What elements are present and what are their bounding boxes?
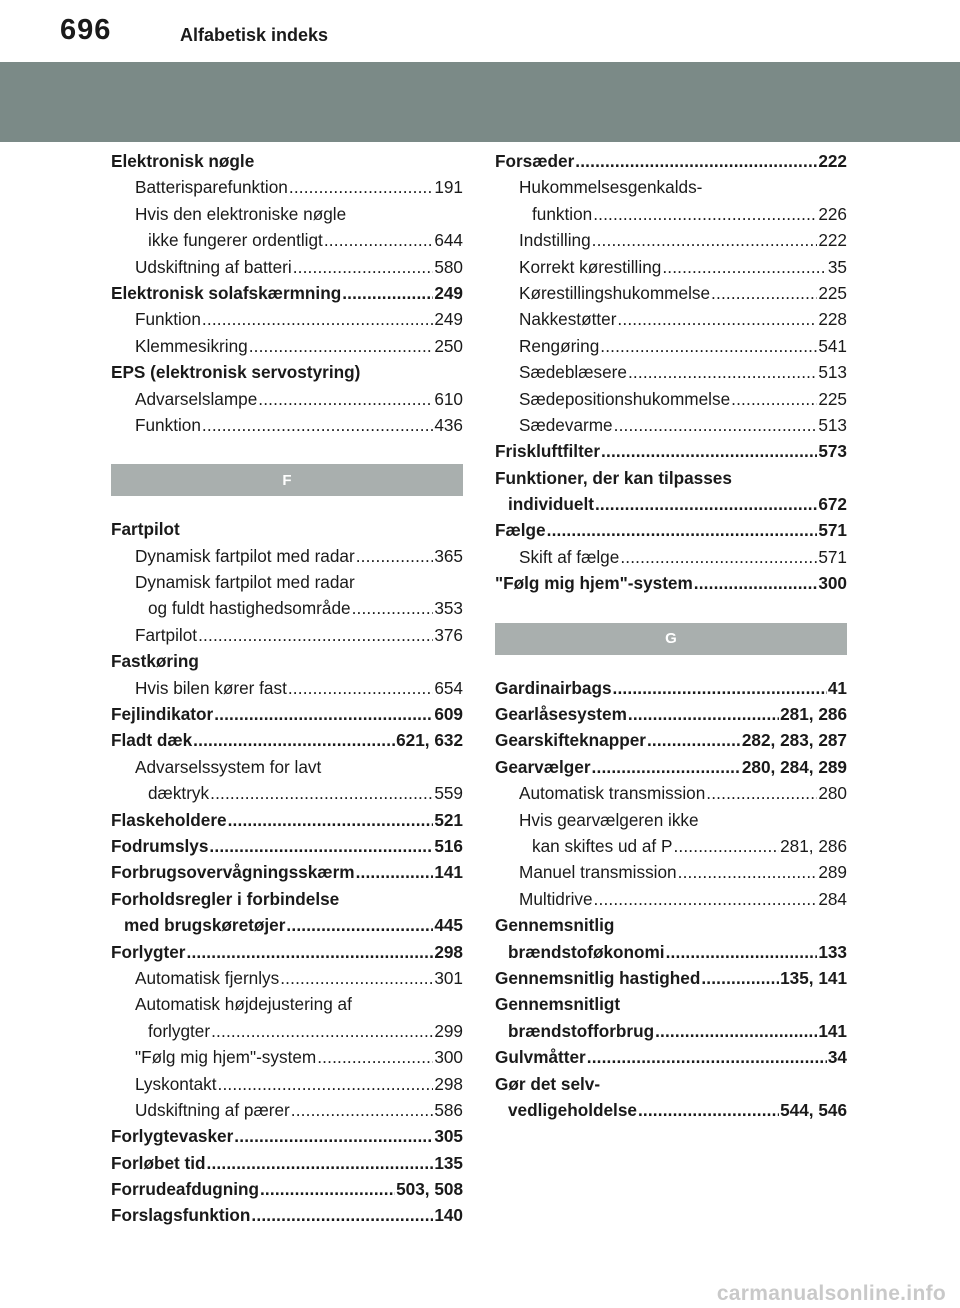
letter-heading-f: F [111, 464, 463, 496]
entry-page: 672 [818, 494, 847, 515]
entry-text: Sædeblæsere [519, 362, 627, 383]
entry-page: 281, 286 [780, 704, 847, 725]
entry-text: Forholdsregler i forbindelse [111, 888, 340, 909]
entry-text: Fladt dæk [111, 730, 193, 751]
entry-text: "Følg mig hjem"-system [135, 1047, 317, 1068]
index-entry [495, 254, 847, 280]
entry-text: Forslagsfunktion [111, 1205, 251, 1226]
index-entry [111, 912, 463, 938]
index-entry [111, 1018, 463, 1044]
entry-page: 281, 286 [780, 835, 847, 856]
index-entry [495, 1097, 847, 1123]
dot-leader [291, 1097, 434, 1123]
index-column-right [495, 148, 847, 1123]
index-entry [111, 727, 463, 753]
dot-leader [260, 1176, 395, 1202]
index-entry [495, 465, 847, 491]
dot-leader [620, 544, 817, 570]
entry-text: funktion [532, 203, 593, 224]
entry-text: Udskiftning af batteri [135, 256, 292, 277]
index-entry [111, 569, 463, 595]
dot-leader [202, 306, 433, 332]
entry-text: vedligeholdelse [508, 1099, 637, 1120]
entry-page: 280 [818, 783, 847, 804]
entry-page: 541 [818, 335, 847, 356]
entry-page: 289 [818, 862, 847, 883]
entry-page: 141 [818, 1020, 847, 1041]
dot-leader [592, 754, 741, 780]
entry-text: forlygter [148, 1020, 211, 1041]
entry-text: med brugskøretøjer [124, 915, 286, 936]
index-entry [495, 991, 847, 1017]
entry-text: Forbrugsovervågningsskærm [111, 862, 355, 883]
index-entry [111, 859, 463, 885]
index-entry [495, 359, 847, 385]
entry-page: 621, 632 [396, 730, 463, 751]
page-number: 696 [60, 14, 112, 46]
header-band [0, 62, 960, 142]
entry-text: Hukommelsesgenkalds- [519, 177, 703, 198]
index-column-left [111, 148, 463, 1229]
entry-text: Gør det selv- [495, 1073, 601, 1094]
entry-text: Forløbet tid [111, 1152, 206, 1173]
index-entry [495, 1071, 847, 1097]
entry-page: 222 [818, 151, 847, 171]
dot-leader [655, 1018, 817, 1044]
entry-page: 301 [434, 967, 463, 988]
index-entry [111, 886, 463, 912]
entry-text: EPS (elektronisk servostyring) [111, 362, 361, 383]
entry-page: 280, 284, 289 [741, 756, 847, 777]
entry-page: 41 [827, 677, 847, 698]
entry-page: 513 [818, 414, 847, 435]
entry-text: Kørestillingshukommelse [519, 282, 711, 303]
dot-leader [613, 675, 827, 701]
entry-text: Automatisk fjernlys [135, 967, 280, 988]
dot-leader [249, 333, 434, 359]
entry-page: 249 [434, 282, 463, 303]
entry-text: Gennemsnitlig hastighed [495, 967, 701, 988]
entry-text: Indstilling [519, 230, 591, 251]
entry-page: 376 [434, 624, 463, 645]
index-entry [495, 280, 847, 306]
index-entry [495, 754, 847, 780]
entry-text: Dynamisk fartpilot med radar [135, 545, 355, 566]
entry-text: Automatisk transmission [519, 783, 706, 804]
index-entry [495, 227, 847, 253]
entry-text: og fuldt hastighedsområde [148, 598, 351, 619]
dot-leader [352, 595, 434, 621]
entry-page: 544, 546 [780, 1099, 847, 1120]
index-entry [111, 675, 463, 701]
entry-page: 250 [434, 335, 463, 356]
entry-text: Batterisparefunktion [135, 177, 288, 198]
index-entry [111, 1150, 463, 1176]
entry-page: 609 [434, 704, 463, 725]
entry-text: Sædepositionshukommelse [519, 388, 731, 409]
entry-text: Forrudeafdugning [111, 1179, 259, 1200]
index-entry [495, 491, 847, 517]
entry-page: 571 [818, 520, 847, 541]
index-entry [495, 1044, 847, 1070]
watermark: carmanualsonline.info [716, 1282, 946, 1305]
entry-text: Elektronisk nøgle [111, 151, 255, 171]
entry-text: Sædevarme [519, 414, 613, 435]
entry-text: Skift af fælge [519, 546, 620, 567]
entry-text: Gennemsnitligt [495, 994, 621, 1015]
index-entry [495, 544, 847, 570]
index-entry [495, 859, 847, 885]
entry-text: Rengøring [519, 335, 600, 356]
dot-leader [210, 780, 433, 806]
entry-page: 654 [434, 677, 463, 698]
entry-page: 226 [818, 203, 847, 224]
index-entry [111, 780, 463, 806]
index-entry [111, 359, 463, 385]
dot-leader [575, 148, 817, 174]
index-entry [111, 833, 463, 859]
index-entry [111, 701, 463, 727]
entry-text: Hvis bilen kører fast [135, 677, 287, 698]
dot-leader [207, 1150, 434, 1176]
index-entry [111, 648, 463, 674]
entry-text: Fartpilot [111, 519, 180, 540]
dot-leader [251, 1202, 433, 1228]
dot-leader [673, 833, 779, 859]
entry-text: Hvis den elektroniske nøgle [135, 203, 347, 224]
entry-text: ikke fungerer ordentligt [148, 230, 323, 251]
dot-leader [638, 1097, 779, 1123]
entry-text: Gennemsnitlig [495, 915, 615, 936]
entry-page: 140 [434, 1205, 463, 1226]
dot-leader [211, 1018, 433, 1044]
index-entry [495, 412, 847, 438]
entry-text: Funktion [135, 309, 201, 330]
dot-leader [706, 780, 817, 806]
entry-page: 516 [434, 835, 463, 856]
letter-heading-g: G [495, 623, 847, 655]
dot-leader [293, 254, 434, 280]
dot-leader [258, 386, 433, 412]
entry-page: 282, 283, 287 [741, 730, 847, 751]
index-entry [495, 912, 847, 938]
entry-page: 300 [818, 573, 847, 594]
entry-text: individuelt [508, 494, 594, 515]
dot-leader [711, 280, 817, 306]
entry-text: Automatisk højdejustering af [135, 994, 352, 1015]
index-entry [111, 991, 463, 1017]
entry-page: 299 [434, 1020, 463, 1041]
entry-page: 249 [434, 309, 463, 330]
entry-text: brændstoføkonomi [508, 941, 665, 962]
dot-leader [209, 833, 433, 859]
entry-page: 586 [434, 1099, 463, 1120]
index-entry [495, 438, 847, 464]
dot-leader [647, 727, 741, 753]
entry-text: Forsæder [495, 151, 575, 171]
entry-page: 298 [434, 941, 463, 962]
index-block-f [111, 516, 463, 1229]
dot-leader [202, 412, 433, 438]
entry-text: Gardinairbags [495, 677, 612, 698]
entry-text: Advarselslampe [135, 388, 258, 409]
index-entry [111, 148, 463, 174]
index-entry [111, 280, 463, 306]
dot-leader [592, 227, 818, 253]
dot-leader [678, 859, 818, 885]
dot-leader [356, 859, 434, 885]
index-entry [111, 543, 463, 569]
entry-text: Funktioner, der kan tilpasses [495, 467, 732, 488]
dot-leader [628, 701, 779, 727]
entry-page: 35 [827, 256, 847, 277]
dot-leader [694, 570, 818, 596]
entry-page: 436 [434, 414, 463, 435]
entry-text: Udskiftning af pærer [135, 1099, 290, 1120]
index-entry [495, 965, 847, 991]
entry-page: 135 [434, 1152, 463, 1173]
entry-page: 298 [434, 1073, 463, 1094]
entry-page: 365 [434, 545, 463, 566]
entry-text: Manuel transmission [519, 862, 677, 883]
index-entry [495, 1018, 847, 1044]
entry-text: Fælge [495, 520, 546, 541]
entry-page: 521 [434, 809, 463, 830]
index-entry [495, 306, 847, 332]
entry-text: Forlygtevasker [111, 1126, 234, 1147]
entry-text: Fejlindikator [111, 704, 214, 725]
entry-page: 34 [827, 1047, 847, 1068]
dot-leader [617, 306, 817, 332]
entry-page: 225 [818, 282, 847, 303]
entry-page: 610 [434, 388, 463, 409]
dot-leader [228, 807, 434, 833]
entry-text: Multidrive [519, 888, 593, 909]
dot-leader [234, 1123, 433, 1149]
dot-leader [280, 965, 433, 991]
entry-page: 300 [434, 1047, 463, 1068]
index-entry [111, 174, 463, 200]
index-entry [495, 333, 847, 359]
index-entry [111, 807, 463, 833]
dot-leader [662, 254, 827, 280]
index-block-f-continued [495, 148, 847, 597]
dot-leader [587, 1044, 827, 1070]
dot-leader [218, 1071, 434, 1097]
index-entry [111, 386, 463, 412]
dot-leader [701, 965, 779, 991]
entry-text: Forlygter [111, 941, 186, 962]
index-entry [111, 201, 463, 227]
entry-page: 141 [434, 862, 463, 883]
entry-text: Dynamisk fartpilot med radar [135, 572, 355, 593]
index-entry [495, 833, 847, 859]
entry-page: 571 [818, 546, 847, 567]
entry-page: 222 [818, 230, 847, 251]
index-entry [111, 333, 463, 359]
dot-leader [600, 333, 817, 359]
dot-leader [593, 201, 817, 227]
entry-text: Elektronisk solafskærmning [111, 282, 342, 303]
index-entry [111, 754, 463, 780]
index-entry [495, 727, 847, 753]
index-entry [111, 516, 463, 542]
dot-leader [198, 622, 433, 648]
entry-text: Lyskontakt [135, 1073, 217, 1094]
index-entry [495, 939, 847, 965]
index-entry [495, 517, 847, 543]
dot-leader [628, 359, 817, 385]
dot-leader [289, 174, 433, 200]
entry-page: 225 [818, 388, 847, 409]
entry-text: Friskluftfilter [495, 441, 601, 462]
entry-page: 305 [434, 1126, 463, 1147]
entry-text: Hvis gearvælgeren ikke [519, 809, 699, 830]
dot-leader [317, 1044, 433, 1070]
index-entry [111, 939, 463, 965]
dot-leader [187, 939, 434, 965]
index-entry [495, 886, 847, 912]
dot-leader [286, 912, 433, 938]
dot-leader [594, 886, 818, 912]
entry-text: Gearskifteknapper [495, 730, 646, 751]
index-entry [111, 1202, 463, 1228]
index-entry [111, 1044, 463, 1070]
index-entry [495, 174, 847, 200]
entry-text: Fodrumslys [111, 835, 209, 856]
dot-leader [214, 701, 433, 727]
section-title: Alfabetisk indeks [180, 25, 329, 45]
entry-page: 133 [818, 941, 847, 962]
index-entry [111, 1071, 463, 1097]
index-entry [111, 227, 463, 253]
entry-page: 503, 508 [396, 1179, 463, 1200]
entry-text: Gearlåsesystem [495, 704, 627, 725]
index-entry [111, 1097, 463, 1123]
dot-leader [547, 517, 818, 543]
index-entry [495, 148, 847, 174]
entry-text: "Følg mig hjem"-system [495, 573, 693, 594]
dot-leader [324, 227, 433, 253]
entry-text: Korrekt kørestilling [519, 256, 662, 277]
index-entry [495, 780, 847, 806]
dot-leader [595, 491, 817, 517]
entry-page: 573 [818, 441, 847, 462]
entry-page: 644 [434, 230, 463, 251]
entry-text: Klemmesikring [135, 335, 248, 356]
index-entry [111, 412, 463, 438]
entry-text: Gulvmåtter [495, 1047, 586, 1068]
index-block-g [495, 675, 847, 1124]
dot-leader [342, 280, 433, 306]
entry-text: Fastkøring [111, 651, 199, 672]
dot-leader [614, 412, 818, 438]
entry-page: 353 [434, 598, 463, 619]
entry-text: Advarselssystem for lavt [135, 756, 322, 777]
index-entry [111, 254, 463, 280]
entry-text: brændstofforbrug [508, 1020, 655, 1041]
entry-text: Nakkestøtter [519, 309, 617, 330]
index-entry [111, 306, 463, 332]
entry-page: 580 [434, 256, 463, 277]
entry-text: kan skiftes ud af P [532, 835, 673, 856]
index-entry [495, 201, 847, 227]
index-entry [111, 622, 463, 648]
entry-text: Fartpilot [135, 624, 198, 645]
index-entry [495, 807, 847, 833]
entry-page: 284 [818, 888, 847, 909]
index-entry [495, 386, 847, 412]
dot-leader [288, 675, 433, 701]
dot-leader [356, 543, 434, 569]
index-entry [111, 595, 463, 621]
page-header [0, 0, 960, 62]
entry-text: Flaskeholdere [111, 809, 227, 830]
dot-leader [731, 386, 817, 412]
entry-text: Gearvælger [495, 756, 591, 777]
index-entry [111, 1176, 463, 1202]
entry-text: Funktion [135, 414, 201, 435]
index-entry [111, 965, 463, 991]
index-entry [495, 675, 847, 701]
index-entry [495, 701, 847, 727]
entry-page: 228 [818, 309, 847, 330]
entry-page: 135, 141 [780, 967, 847, 988]
entry-text: dæktryk [148, 783, 210, 804]
entry-page: 559 [434, 783, 463, 804]
dot-leader [666, 939, 818, 965]
index-block-e [111, 148, 463, 438]
entry-page: 191 [434, 177, 463, 198]
entry-page: 513 [818, 362, 847, 383]
entry-page: 445 [434, 915, 463, 936]
dot-leader [601, 438, 817, 464]
dot-leader [193, 727, 395, 753]
index-entry [495, 570, 847, 596]
index-entry [111, 1123, 463, 1149]
